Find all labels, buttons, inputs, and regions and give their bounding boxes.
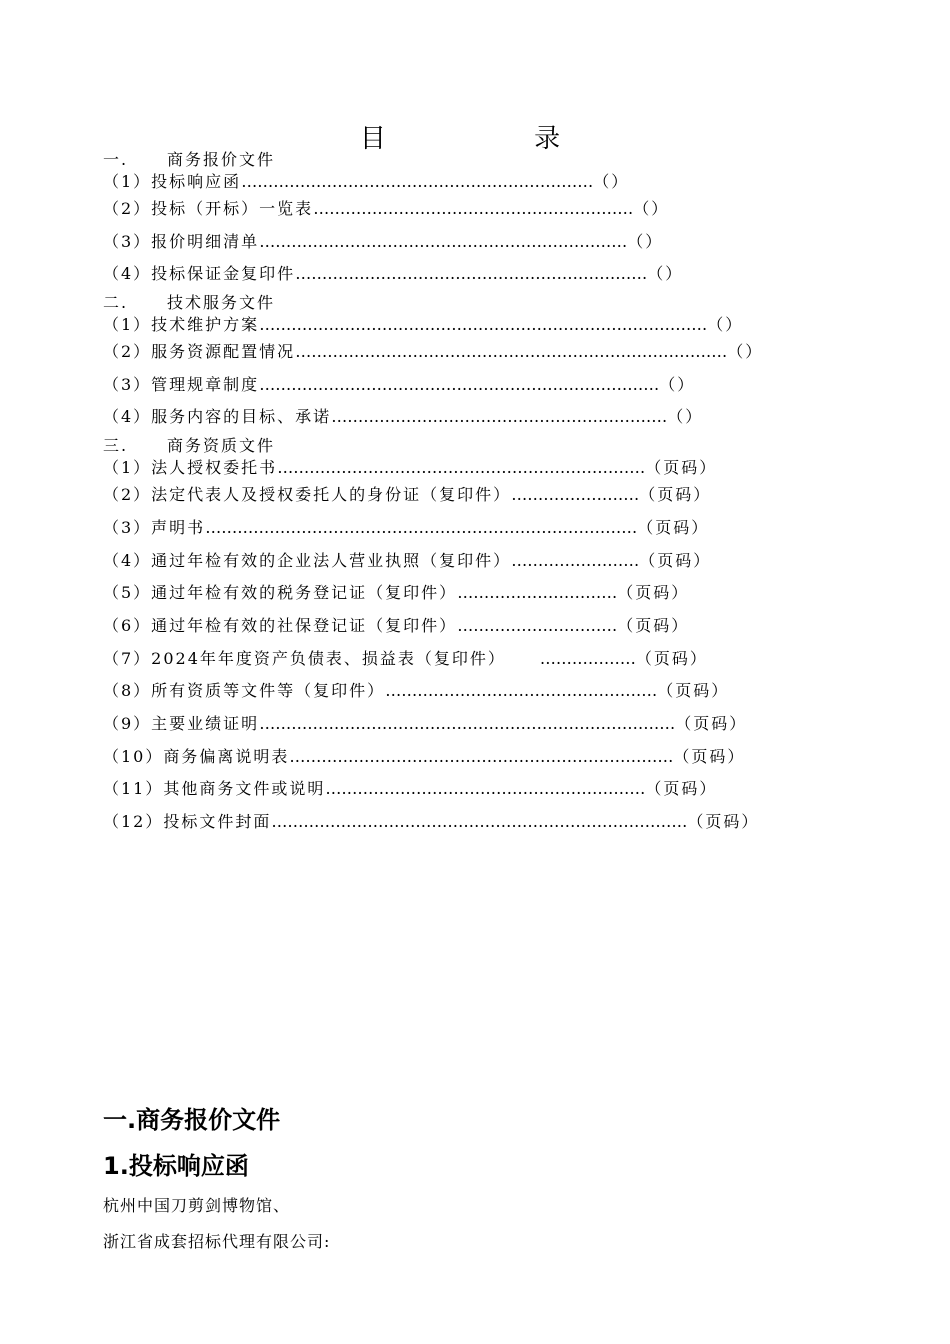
toc-entry-page: （页码） [617, 583, 690, 603]
toc-entry-page: （） [647, 264, 684, 284]
toc-entry-text: （9）主要业绩证明 [103, 713, 260, 733]
toc-entry-page: （页码） [657, 681, 730, 701]
toc-entry-leader: …………………………………………………………………… [259, 713, 676, 733]
toc-entry-page: （） [633, 199, 670, 218]
toc-entry-page: （页码） [673, 746, 746, 766]
toc-entry-leader: …………………………………………………… [325, 779, 646, 799]
toc-entry [103, 741, 803, 774]
toc-entry-text: （4）通过年检有效的企业法人营业执照（复印件） [103, 550, 512, 570]
toc-entry [103, 193, 803, 226]
toc-entry-text: （3）报价明细清单 [103, 231, 260, 251]
toc-entry-page: （） [659, 374, 696, 394]
toc-entry-leader: ………………………………………………………………… [259, 374, 660, 394]
addressee-line: 浙江省成套招标代理有限公司: [103, 1232, 331, 1251]
toc-entry [103, 610, 803, 643]
toc-section-number: 三. [103, 436, 129, 456]
toc-entry-page: （页码） [617, 615, 690, 635]
body-content [103, 1100, 853, 1260]
toc-entry-page: （页码） [635, 648, 708, 668]
toc-entry-page: （） [727, 342, 764, 362]
toc-entry [103, 258, 803, 291]
toc-entry [103, 708, 803, 741]
toc-section-heading [103, 434, 803, 457]
toc-entry-leader: ……………………………………………………………… [289, 746, 674, 766]
toc-entry [103, 512, 803, 545]
toc-entry-leader: ………………………………………………………… [295, 264, 648, 284]
toc-entry-page: （页码） [645, 458, 718, 478]
toc-entry-leader: …………………………………………………… [313, 199, 634, 218]
toc-entry-text: （1）技术维护方案 [103, 315, 260, 335]
addressee-line: 杭州中国刀剪剑博物馆、 [103, 1196, 291, 1215]
toc-entry-page: （页码） [639, 550, 712, 570]
toc-section-heading [103, 291, 803, 314]
toc-entry-text: （3）管理规章制度 [103, 374, 260, 394]
toc-entry-text: （4）服务内容的目标、承诺 [103, 407, 332, 427]
toc-entry-leader: ……………………………………………………………………… [205, 517, 638, 537]
toc-entry-leader: …………………………………………………………… [259, 231, 628, 251]
toc-entry-leader: …………………………………………………………………… [271, 812, 688, 831]
toc-entry [103, 577, 803, 610]
toc-entry-text: （5）通过年检有效的税务登记证（复印件） [103, 583, 458, 603]
toc-entry-leader: ………………………… [457, 615, 618, 635]
toc-entry-leader: ………………………………………………………… [241, 172, 594, 191]
toc-entry-leader: …………………………………………………………… [277, 458, 646, 478]
toc-section-number: 一. [103, 150, 129, 169]
toc-entry-text: （6）通过年检有效的社保登记证（复印件） [103, 615, 458, 635]
toc-entry-text: （12）投标文件封面 [103, 812, 272, 831]
toc-entry-text: （10）商务偏离说明表 [103, 746, 290, 766]
toc-entry-leader: …………………………………………… [385, 681, 658, 701]
toc-entry-leader: ………………………………………………………………………… [259, 315, 708, 335]
toc-entry-page: （页码） [675, 713, 748, 733]
toc-entry [103, 545, 803, 578]
subsection-heading: 1.投标响应函 [103, 1152, 249, 1180]
table-of-contents [103, 148, 803, 839]
toc-entry-page: （页码） [645, 779, 718, 799]
toc-entry-page: （） [593, 172, 630, 191]
toc-entry-page: （页码） [639, 485, 712, 505]
toc-entry [103, 226, 803, 259]
toc-entry [103, 479, 803, 512]
toc-entry [103, 806, 803, 839]
toc-entry-text: （3）声明书 [103, 517, 206, 537]
toc-entry [103, 369, 803, 402]
toc-entry-text: （8）所有资质等文件等（复印件） [103, 681, 386, 701]
toc-entry-page: （） [707, 315, 744, 335]
toc-entry-text: （4）投标保证金复印件 [103, 264, 296, 284]
toc-title: 目 录 [359, 124, 631, 154]
toc-entry-text: （11）其他商务文件或说明 [103, 779, 326, 799]
toc-entry [103, 401, 803, 434]
toc-section-label: 商务报价文件 [167, 150, 276, 169]
toc-entry [103, 336, 803, 369]
toc-entry-leader: ……………………………………………………… [331, 407, 668, 427]
toc-entry-text: （2）法定代表人及授权委托人的身份证（复印件） [103, 485, 512, 505]
section-heading: 一.商务报价文件 [103, 1106, 281, 1134]
toc-entry [103, 773, 803, 806]
toc-entry [103, 675, 803, 708]
toc-section-label: 技术服务文件 [167, 293, 276, 313]
toc-entry-leader: ……………… [539, 648, 636, 668]
toc-entry-leader: ……………………………………………………………………… [295, 342, 728, 362]
toc-entry-page: （页码） [637, 517, 710, 537]
toc-entry-page: （页码） [687, 812, 760, 831]
toc-entry-leader: …………………… [511, 550, 640, 570]
toc-entry-text: （2）服务资源配置情况 [103, 342, 296, 362]
toc-entry [103, 171, 803, 193]
toc-entry-text: （1）投标响应函 [103, 172, 242, 191]
toc-entry-text: （1）法人授权委托书 [103, 458, 278, 478]
toc-entry [103, 314, 803, 336]
toc-entry-leader: ………………………… [457, 583, 618, 603]
toc-section-label: 商务资质文件 [167, 436, 276, 456]
toc-section-heading [103, 148, 803, 171]
toc-entry-page: （） [667, 407, 704, 427]
toc-entry-text: （2）投标（开标）一览表 [103, 199, 314, 218]
toc-section-number: 二. [103, 293, 129, 313]
toc-entry-text: （7）2024年年度资产负债表、损益表（复印件） [103, 648, 506, 668]
toc-entry-page: （） [627, 231, 664, 251]
toc-entry [103, 643, 803, 676]
toc-entry [103, 457, 803, 479]
toc-entry-leader: …………………… [511, 485, 640, 505]
